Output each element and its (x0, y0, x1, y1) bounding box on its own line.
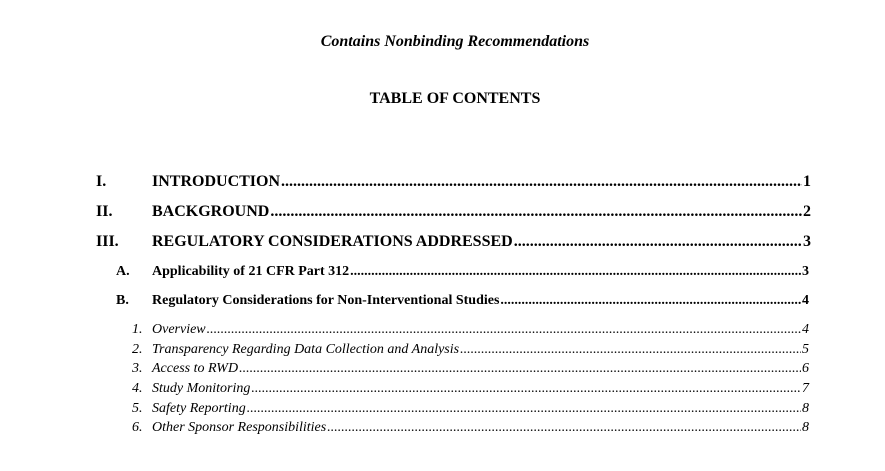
dot-leader (350, 264, 801, 280)
toc-entry-title: INTRODUCTION (152, 173, 281, 190)
toc-entry-title: BACKGROUND (152, 203, 270, 220)
dot-leader (247, 401, 801, 417)
toc-entry-page: 5 (802, 342, 809, 357)
toc-entry-regulatory-considerations[interactable] (96, 233, 811, 253)
toc-entry-title: Access to RWD (152, 361, 239, 376)
toc-entry-introduction[interactable] (96, 173, 811, 193)
toc-entry-page: 1 (803, 173, 811, 190)
toc-entry-title: Other Sponsor Responsibilities (152, 420, 327, 435)
toc-entry-number: A. (116, 264, 130, 279)
toc-entry-safety-reporting[interactable] (132, 401, 809, 418)
toc-entry-page: 3 (802, 264, 809, 279)
dot-leader (251, 381, 801, 397)
toc-entry-study-monitoring[interactable] (132, 381, 809, 398)
toc-entry-number: 5. (132, 401, 143, 416)
toc-entry-title: REGULATORY CONSIDERATIONS ADDRESSED (152, 233, 513, 250)
toc-entry-page: 4 (802, 293, 809, 308)
toc-entry-page: 3 (803, 233, 811, 250)
toc-entry-transparency[interactable] (132, 342, 809, 359)
toc-title: TABLE OF CONTENTS (369, 90, 541, 107)
toc-entry-title: Study Monitoring (152, 381, 251, 396)
toc-entry-number: 2. (132, 342, 143, 357)
toc-entry-title: Regulatory Considerations for Non-Interventional Studies (152, 293, 500, 308)
toc-entry-title: Overview (152, 322, 206, 337)
toc-entry-number: B. (116, 293, 129, 308)
dot-leader (500, 293, 801, 309)
dot-leader (207, 322, 801, 338)
toc-entry-number: 4. (132, 381, 143, 396)
toc-entry-title: Safety Reporting (152, 401, 246, 416)
toc-entry-other-sponsor-responsibilities[interactable] (132, 420, 809, 437)
toc-entry-non-interventional-studies[interactable] (116, 293, 809, 311)
toc-entry-page: 2 (803, 203, 811, 220)
toc-entry-page: 7 (802, 381, 809, 396)
running-header: Contains Nonbinding Recommendations (320, 33, 590, 50)
toc-entry-access-to-rwd[interactable] (132, 361, 809, 378)
toc-entry-number: 3. (132, 361, 143, 376)
toc-entry-number: III. (96, 233, 119, 250)
dot-leader (239, 361, 801, 377)
toc-entry-title: Applicability of 21 CFR Part 312 (152, 264, 350, 279)
toc-entry-page: 8 (802, 420, 809, 435)
toc-entry-overview[interactable] (132, 322, 809, 339)
dot-leader (281, 173, 802, 191)
toc-entry-page: 8 (802, 401, 809, 416)
toc-entry-number: 6. (132, 420, 143, 435)
toc-entry-page: 4 (802, 322, 809, 337)
toc-entry-page: 6 (802, 361, 809, 376)
toc-entry-title: Transparency Regarding Data Collection and Analysis (152, 342, 460, 357)
toc-entry-number: I. (96, 173, 107, 190)
dot-leader (327, 420, 801, 436)
dot-leader (460, 342, 801, 358)
toc-entry-background[interactable] (96, 203, 811, 223)
toc-entry-number: 1. (132, 322, 143, 337)
dot-leader (270, 203, 802, 221)
toc-entry-number: II. (96, 203, 113, 220)
toc-entry-applicability[interactable] (116, 264, 809, 282)
dot-leader (514, 233, 802, 251)
